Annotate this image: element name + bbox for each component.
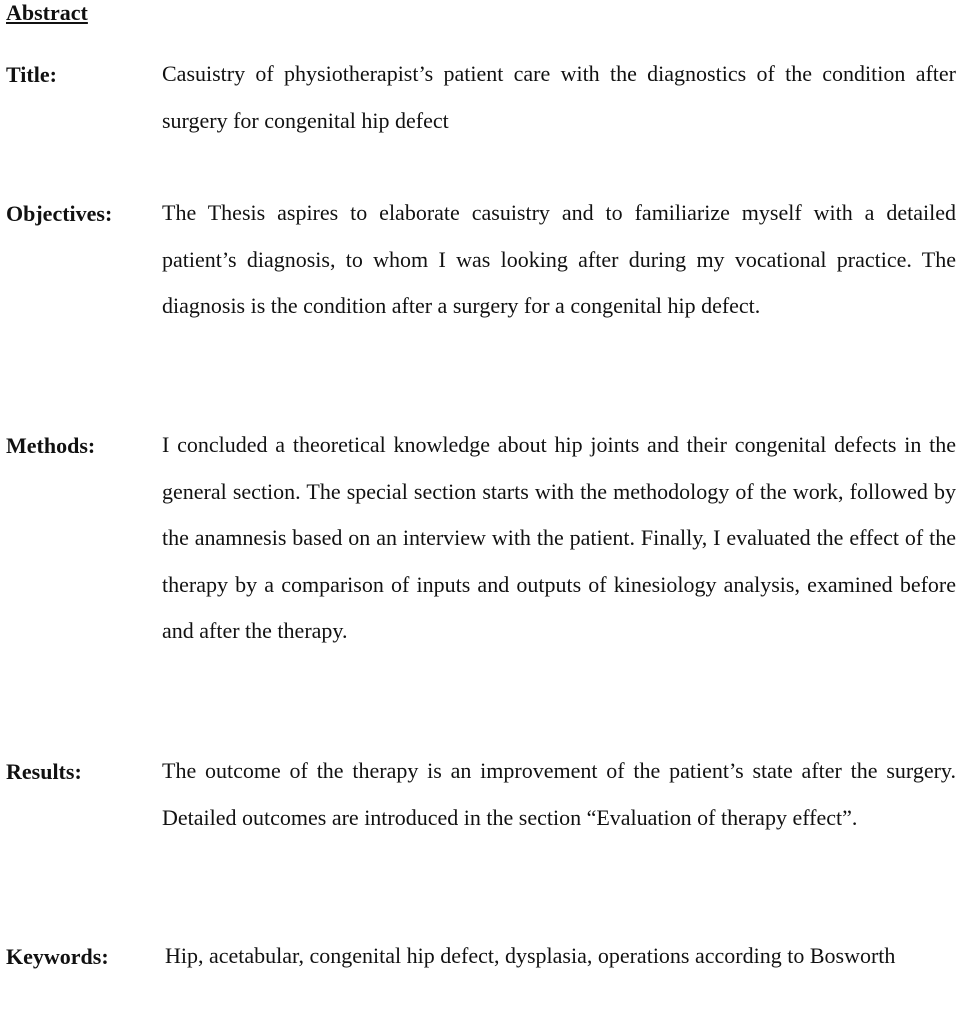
keywords-text: Hip, acetabular, congenital hip defect, dysplasia, operations according to Bosworth [165,943,896,968]
title-label: Title: [6,62,57,87]
abstract-heading: Abstract [6,0,88,25]
results-text: The outcome of the therapy is an improvement of the patient’s state after the surgery. Detailed outcomes are introduced in the section “Evaluation of therapy effect”. [162,758,956,830]
objectives-label: Objectives: [6,201,113,226]
objectives-text: The Thesis aspires to elaborate casuistry and to familiarize myself with a detailed patient’s diagnosis, to whom I was looking after during my vocational practice. The diagnosis is the condition after a surgery for a congenital hip defect. [162,200,956,319]
results-label: Results: [6,759,82,784]
methods-text: I concluded a theoretical knowledge about hip joints and their congenital defects in the general section. The special section starts with the methodology of the work, followed by the anamnesis based on an interview with the patient. Finally, I evaluated the effect of the therapy by a comparison of inputs and outputs of kinesiology analysis, examined before and after the therapy. [162,432,956,644]
title-text: Casuistry of physiotherapist’s patient care with the diagnostics of the condition after surgery for congenital hip defect [162,61,956,133]
methods-label: Methods: [6,433,96,458]
keywords-label: Keywords: [6,944,109,969]
